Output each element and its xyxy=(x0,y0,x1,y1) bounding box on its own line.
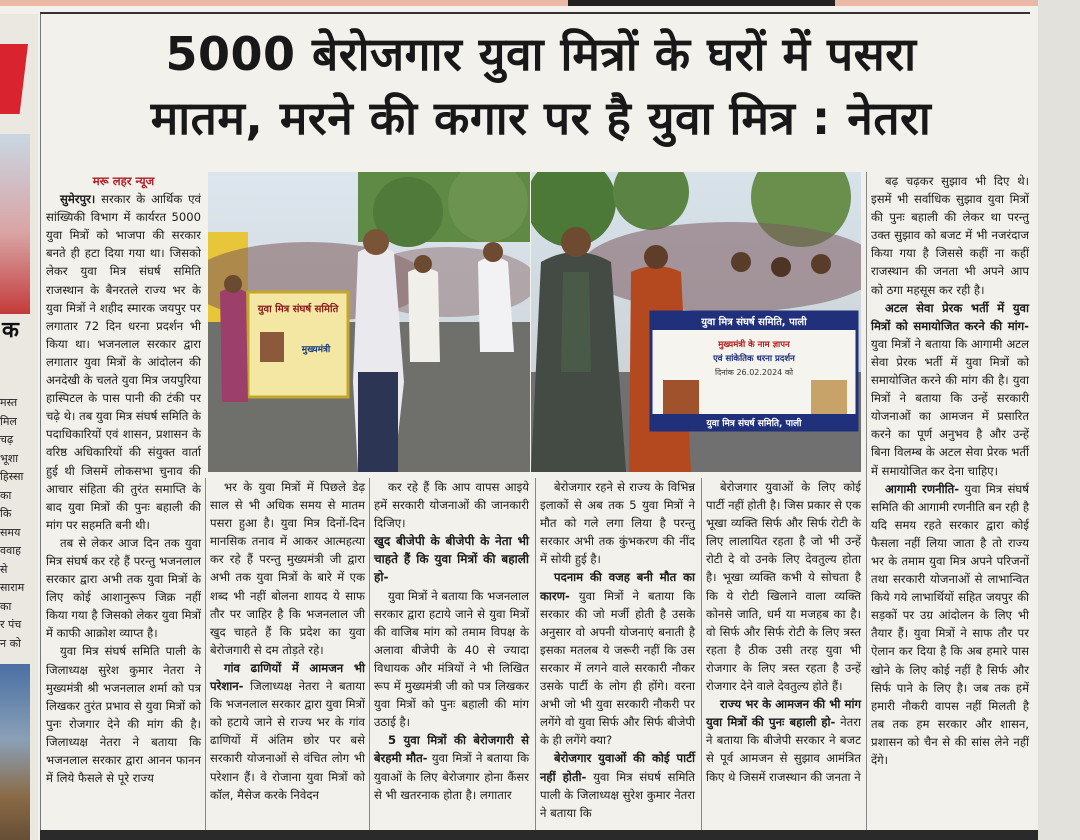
top-rule xyxy=(40,12,1030,14)
paragraph-text: तब से लेकर आज दिन तक युवा मित्र संघर्ष कर रहे हैं परन्तु भजनलाल सरकार द्वारा अभी तक युवा मित्रों के लिए कोई आशानुरूप जिक्र नहीं किया गया है जिसको लेकर युवा मित्रों में काफी आक्रोश व्याप्त है। xyxy=(46,535,201,641)
protest-photo-right-image xyxy=(531,172,861,472)
headline-line-1: 5000 बेरोजगार युवा मित्रों के घरों में पसरा xyxy=(165,27,917,81)
paragraph-text: कर रहे हैं कि आप वापस आइये हमें सरकारी योजनाओं की जानकारी दिजिए। xyxy=(374,480,529,531)
adjacent-photo-2 xyxy=(0,664,30,840)
paragraph-text: सरकार के आर्थिक एवं सांख्यिकी विभाग में कार्यरत 5000 युवा मित्रों को भाजपा की सरकार बनते ही हटा दिया गया था। जिसको लेकर युवा मित्र संघर्ष समिति राजस्थान के बैनरतले राज्य भर के युवा मित्रों ने शहीद स्मारक जयपुर पर लगातार 72 दिन धरना प्रदर्शन भी किया था। भजनलाल सरकार द्वारा लगातार युवा मित्रों के आंदोलन की अनदेखी के चलते युवा मित्र जयपुरिया हास्पिटल के पास पानी की टंकी पर चढ़े थे। तब युवा मित्र संघर्ष समिति के पदाधिकारियों एवं शासन, प्रशासन के वरिष्ठ अधिकारियों की संयुक्त वार्ता हुई थी जिसमें लोकसभा चुनाव की आचार संहिता की तुरंत समाप्ति के बाद युवा मित्रों की पुनः बहाली की मांग पर सहमति बनी थी। xyxy=(46,192,201,532)
paragraph xyxy=(540,749,695,821)
adjacent-text-fragment: समय xyxy=(0,525,21,539)
paragraph xyxy=(540,568,695,749)
paragraph-text: युवा मित्र संघर्ष समिति पाली के जिलाध्यक्ष सुरेश कुमार नेतरा ने मुख्यमंत्री श्री भजनलाल शर्मा को पत्र लिखकर तुरंत प्रभाव से युवा मित्रों को पुनः रोजगार देने की मांग की है। जिलाध्यक्ष नेतरा ने बताया कि भजनलाल सरकार द्वारा आनन फानन में लिये फैसले से पूरे राज्य xyxy=(46,644,201,786)
adjacent-text-fragment: मस्त xyxy=(0,396,18,409)
banner-right-title: युवा मित्र संघर्ष समिति, पाली xyxy=(701,317,807,328)
paragraph-lead: पदनाम की वजह बनी मौत का कारण- xyxy=(540,570,695,603)
paragraph xyxy=(210,659,365,804)
banner-right-line4: दिनांक 26.02.2024 को xyxy=(714,368,794,377)
red-graphic xyxy=(0,44,28,114)
paragraph-lead: बेरोजगार युवाओं की कोई पार्टी नहीं होती- xyxy=(540,751,695,784)
column-body xyxy=(210,478,365,804)
column-body xyxy=(871,172,1029,769)
adjacent-text-fragment: मिल xyxy=(0,414,17,428)
paragraph-text: युवा मित्र संघर्ष समिति की आगामी रणनीति बन रही है यदि समय रहते सरकार द्वारा कोई फैसला नहीं लिया जाता है तो राज्य भर के तमाम युवा मित्र अपने परिजनों तथा सरकारी योजनाओं से लाभान्वित किये गये लाभार्थियों सहित जयपुर की सड़कों पर उग्र आंदोलन के लिए भी तैयार हैं। युवा मित्रों ने साफ तौर पर ऐलान कर दिया है कि अब हमारे पास खोने के लिए कोई नहीं है सिर्फ और सिर्फ पाने के लिए है। जब तक हमें हमारी नौकरी वापस नहीं मिलती है तब तक हम सरकार और शासन, प्रशासन को चैन से की सांस लेने नहीं देंगे। xyxy=(871,481,1030,767)
article-column-1 xyxy=(46,172,201,787)
banner-right-footer: युवा मित्र संघर्ष समिति, पाली xyxy=(706,419,802,429)
column-rule xyxy=(369,478,370,832)
headline-line-2: मातम, मरने की कगार पर है युवा मित्र : नेतरा xyxy=(150,91,932,145)
paragraph xyxy=(871,172,1029,299)
headline xyxy=(46,22,1036,150)
paragraph xyxy=(706,695,861,785)
adjacent-text-fragment: ववाह xyxy=(0,544,21,557)
column-body xyxy=(374,478,529,804)
banner-left-title: युवा मित्र संघर्ष समिति xyxy=(257,304,339,315)
column-body xyxy=(46,190,201,787)
article-column-2 xyxy=(210,478,365,804)
adjacent-text-fragment: र पंच xyxy=(0,618,22,631)
paragraph-text: युवा मित्रों ने बताया कि आगामी अटल सेवा प्रेरक भर्ती में युवा मित्रों को समायोजित करने की मांग की है। युवा मित्रों ने बताया कि उन्हें सरकारी योजनाओं का आमजन में प्रसारित करने का पूर्ण अनुभव है और उन्हें बिना विलम्ब के अटल सेवा प्रेरक भर्ती में समायोजित कर देना चाहिए। xyxy=(871,336,1029,478)
adjacent-text-fragment: का xyxy=(0,599,12,613)
paragraph-lead: अटल सेवा प्रेरक भर्ती में युवा मित्रों को समायोजित करने की मांग- xyxy=(871,300,1029,333)
banner-left-subtitle: मुख्यमंत्री xyxy=(301,345,331,355)
paragraph-lead: आगामी रणनीति- xyxy=(885,481,960,496)
right-gutter xyxy=(1038,0,1080,840)
column-body xyxy=(540,478,695,822)
adjacent-text-fragment: कि xyxy=(0,507,12,520)
column-rule xyxy=(535,478,536,832)
article-divider xyxy=(40,14,41,840)
paragraph xyxy=(46,190,201,534)
paragraph xyxy=(46,642,201,787)
paragraph-lead: खुद बीजेपी के बीजेपी के नेता भी चाहते हैं कि युवा मित्रों की बहाली हो- xyxy=(374,534,529,585)
paragraph-text: बेरोजगार रहने से राज्य के विभिन्न इलाकों से अब तक 5 युवा मित्रों ने मौत को गले लगा लिया है परन्तु सरकार अभी तक कुंभकरण की नींद में सोयी हुई है। xyxy=(540,480,695,567)
paragraph-lead: सुमेरपुर। xyxy=(60,192,96,207)
top-color-band xyxy=(0,0,1080,6)
dateline: मरू लहर न्यूज xyxy=(92,174,155,188)
paragraph-text: बेरोजगार युवाओं के लिए कोई पार्टी नहीं होती है। जिस प्रकार से एक भूखा व्यक्ति सिर्फ और सिर्फ रोटी के लिए लालायित रहता है जो भी उन्हें रोटी दे वो उनके लिए देवतुल्य होता है। भूखा व्यक्ति कभी ये सोचता है कि ये रोटी खिलाने वाला व्यक्ति कोनसे जाति, धर्म या मजहब का है। वो सिर्फ और सिर्फ रोटी के लिए त्रस्त रहता है ठीक उसी तरह युवा भी रोजगार के लिए त्रस्त रहता है उन्हें रोजगार देने वाले देवतुल्य होते हैं। xyxy=(706,480,861,694)
article-column-3 xyxy=(374,478,529,804)
paragraph xyxy=(374,478,529,532)
top-dark-band xyxy=(568,0,835,6)
adjacent-heading-fragment: क xyxy=(2,318,19,343)
article-column-6 xyxy=(871,172,1029,769)
paragraph xyxy=(210,478,365,659)
paragraph-text: युवा मित्र संघर्ष समिति पाली के जिलाध्यक्ष सुरेश कुमार नेतरा ने बताया कि xyxy=(540,769,696,820)
paragraph xyxy=(706,478,861,695)
paragraph xyxy=(46,534,201,643)
banner-right-line2: मुख्यमंत्री के नाम ज्ञापन xyxy=(718,340,790,350)
paragraph-text: जिलाध्यक्ष नेतरा ने बताया कि भजनलाल सरकार द्वारा युवा मित्रों को हटाये जाने से राज्य भर के गांव ढाणियों में अंतिम छोर पर बसे सरकारी योजनाओं से वंचित लोग भी परेशान हैं। वे रोजाना युवा मित्रों को कॉल, मैसेज करके निवेदन xyxy=(210,679,365,802)
paragraph-text: नेतरा ने बताया कि बीजेपी सरकार ने बजट से पूर्व आमजन से सुझाव आमंत्रित किए थे जिसमें राजस्थान की जनता ने xyxy=(706,715,861,784)
paragraph-lead: राज्य भर के आमजन की भी मांग युवा मित्रों की पुनः बहाली हो- xyxy=(706,697,861,730)
column-body xyxy=(706,478,861,786)
paragraph-text: युवा मित्रों ने बताया कि युवाओं के लिए बेरोजगार होना कैंसर से भी खतरनाक होता है। लगातार xyxy=(374,751,529,802)
article-column-4 xyxy=(540,478,695,822)
paragraph-lead: गांव ढाणियों में आमजन भी परेशान- xyxy=(210,660,365,694)
adjacent-photo xyxy=(0,134,30,314)
paragraph-text: बढ़ चढ़कर सुझाव भी दिए थे। इसमें भी सर्वाधिक सुझाव युवा मित्रों की पुनः बहाली की लेकर था परन्तु उक्त सुझाव को बजट में भी नजरंदाज किया गया है जिससे कहीं ना कहीं राजस्थान की जनता भी अपने आप को ठगा महसूस कर रही है। xyxy=(871,174,1029,297)
adjacent-text-fragment: चढ़ xyxy=(0,433,14,446)
adjacent-text-fragment: भूशा xyxy=(0,451,19,465)
banner-right-line3: एवं सांकेतिक धरना प्रदर्शन xyxy=(713,354,795,364)
paragraph-text: भर के युवा मित्रों में पिछले डेढ़ साल से भी अधिक समय से मातम पसरा हुआ है। युवा मित्र दिनों-दिन मानसिक तनाव में आकर आत्महत्या कर रहे हैं परन्तु मुख्यमंत्री जी द्वारा अभी तक युवा मित्रों के बारे में एक शब्द भी नहीं बोलना शायद ये साफ तौर पर जाहिर है कि भजनलाल जी खुद चाहते हैं कि प्रदेश का युवा बेरोजगारी से दम तोड़ते रहे। xyxy=(210,480,365,657)
adjacent-text-fragment: का xyxy=(0,488,12,502)
next-headline-strip xyxy=(40,830,1038,840)
article-column-5 xyxy=(706,478,861,786)
adjacent-text-fragment: न को xyxy=(0,636,21,650)
paragraph xyxy=(374,587,529,732)
protest-photo-left-image xyxy=(208,172,530,472)
paragraph-text: युवा मित्रों ने बताया कि सरकार की जो मर्जी होती है उसके अनुसार वो अपनी योजनाएं बनाती है इसका मतलब ये जरूरी नहीं कि उस सरकार में लगने वाले सरकारी नौकर उसके पार्टी के लोग ही होंगे। वरना अभी जो भी युवा सरकारी नौकरी पर लगेंगे वो युवा सिर्फ और सिर्फ बीजेपी के ही लगेंगे क्या? xyxy=(540,588,695,748)
paragraph xyxy=(374,731,529,803)
column-rule xyxy=(866,172,867,832)
column-rule xyxy=(205,478,206,832)
protest-photo-left xyxy=(208,172,530,472)
adjacent-text-fragment: से xyxy=(0,562,8,576)
adjacent-text-fragments xyxy=(0,394,30,653)
paragraph xyxy=(540,478,695,568)
column-rule xyxy=(701,478,702,832)
paragraph xyxy=(871,480,1029,770)
paragraph-lead: 5 युवा मित्रों की बेरोजगारी से बेरहमी मौत- xyxy=(374,733,529,766)
adjacent-text-fragment: हिस्सा xyxy=(0,470,24,483)
adjacent-article-strip xyxy=(0,14,38,840)
paragraph-text: युवा मित्रों ने बताया कि भजनलाल सरकार द्वारा हटाये जाने से युवा मित्रों की वाजिब मांग को तमाम विपक्ष के अलावा बीजेपी के 40 से ज्यादा विधायक और मंत्रियों ने भी लिखित रूप में मुख्यमंत्री जी को पत्र लिखकर युवा मित्रों को पुनः बहाली की मांग उठाई है। xyxy=(374,588,529,730)
paragraph xyxy=(871,299,1029,480)
paragraph xyxy=(374,532,529,586)
protest-photo-right xyxy=(531,172,861,472)
adjacent-text-fragment: साराम xyxy=(0,581,25,594)
